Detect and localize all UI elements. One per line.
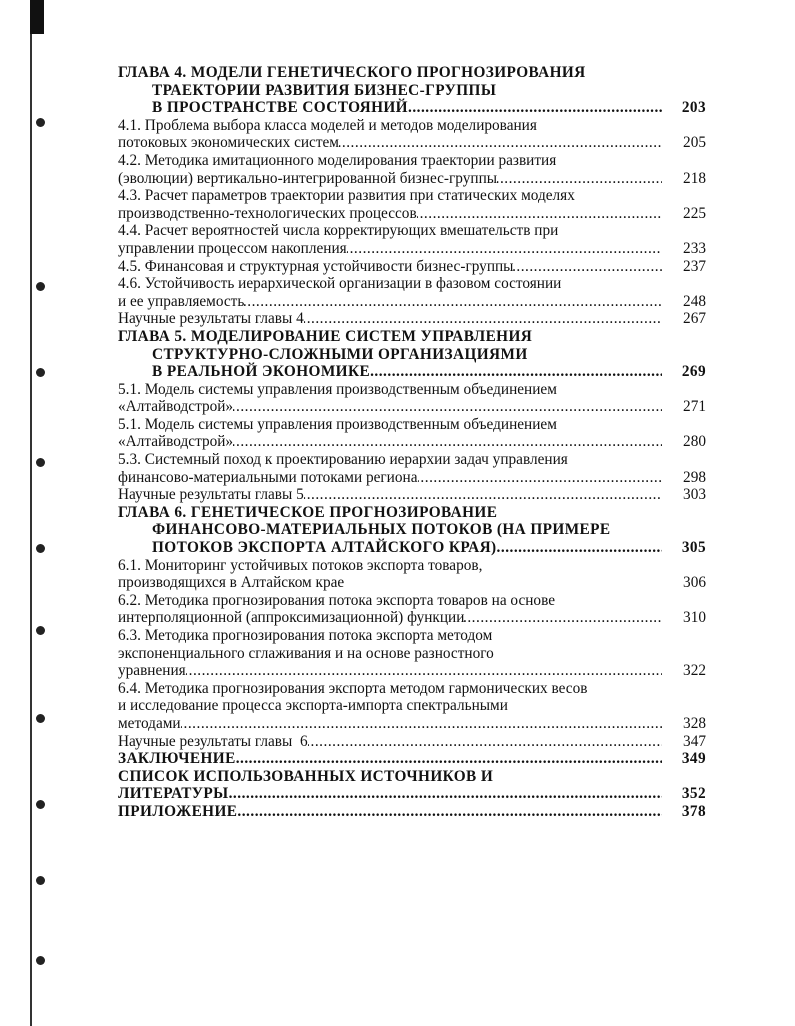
dot-leader	[233, 398, 662, 416]
dot-leader	[417, 205, 662, 223]
toc-entry-title	[118, 416, 662, 451]
toc-entry-text: ПОТОКОВ ЭКСПОРТА АЛТАЙСКОГО КРАЯ)	[152, 539, 497, 557]
toc-entry-title	[118, 768, 662, 803]
toc-entry-text: «Алтайводстрой»	[118, 433, 234, 451]
toc-entry-text: СТРУКТУРНО-СЛОЖНЫМИ ОРГАНИЗАЦИЯМИ	[152, 345, 528, 363]
punch-hole-icon	[36, 282, 45, 291]
toc-entry-text: уравнения	[118, 662, 186, 680]
dot-leader	[513, 258, 662, 276]
toc-entry-text: 4.4. Расчет вероятностей числа корректирующих вмешательств при	[118, 222, 559, 240]
toc-entry-text: Научные результаты главы 5	[118, 486, 304, 504]
toc-entry-text: Научные результаты главы 4	[118, 310, 304, 328]
dot-leader	[244, 293, 662, 311]
toc-page-number: 225	[683, 204, 706, 222]
toc-page-number: 269	[681, 363, 706, 381]
dot-leader	[229, 785, 662, 803]
toc-page-number: 271	[683, 398, 706, 416]
toc-entry-text: 6.2. Методика прогнозирования потока экспорта товаров на основе	[118, 591, 556, 609]
table-of-contents	[118, 64, 706, 821]
punch-hole-icon	[36, 714, 45, 723]
toc-entry-text: СПИСОК ИСПОЛЬЗОВАННЫХ ИСТОЧНИКОВ И	[118, 767, 494, 785]
toc-entry-text: производящихся в Алтайском крае	[118, 574, 345, 592]
dot-leader	[370, 363, 662, 381]
toc-entry-text: производственно-технологических процессов	[118, 204, 417, 222]
dot-leader	[304, 486, 662, 504]
toc-entry-text: 6.1. Мониторинг устойчивых потоков экспорта товаров,	[118, 556, 483, 574]
toc-entry-text: 5.1. Модель системы управления производственным объединением	[118, 415, 557, 433]
dot-leader	[464, 609, 662, 627]
toc-entry-text: и ее управляемость	[118, 292, 245, 310]
dot-leader	[418, 469, 663, 487]
dot-leader	[304, 310, 662, 328]
toc-page-number: 205	[683, 134, 706, 152]
toc-entry-text: ГЛАВА 5. МОДЕЛИРОВАНИЕ СИСТЕМ УПРАВЛЕНИЯ	[118, 327, 533, 345]
toc-page-number: 306	[683, 574, 706, 592]
toc-page-number: 203	[681, 99, 706, 117]
dot-leader	[233, 433, 662, 451]
punch-hole-icon	[36, 876, 45, 885]
punch-hole-icon	[36, 956, 45, 965]
toc-entry-text: методами	[118, 714, 181, 732]
toc-page-number: 280	[683, 433, 706, 451]
toc-section-entry	[118, 592, 706, 627]
toc-entry-text: ГЛАВА 4. МОДЕЛИ ГЕНЕТИЧЕСКОГО ПРОГНОЗИРОВАНИЯ	[118, 64, 586, 81]
page-edge-line	[30, 0, 32, 1026]
toc-entry-text: 4.3. Расчет параметров траектории развития при статических моделях	[118, 187, 575, 205]
toc-page-number: 248	[683, 292, 706, 310]
toc-entry-title	[118, 152, 662, 187]
dot-leader	[497, 539, 662, 557]
toc-section-entry	[118, 117, 706, 152]
toc-entry-title	[118, 803, 662, 821]
toc-chapter-entry	[118, 803, 706, 821]
toc-entry-text: управлении процессом накопления	[118, 239, 347, 257]
toc-entry-title	[118, 187, 662, 222]
toc-section-entry	[118, 557, 706, 592]
toc-page-number: 233	[683, 239, 706, 257]
toc-entry-text: 6.3. Методика прогнозирования потока экспорта методом	[118, 627, 493, 644]
toc-entry-title	[118, 117, 662, 152]
toc-page-number: 378	[681, 802, 706, 820]
toc-section-entry	[118, 486, 706, 504]
toc-page-number: 322	[683, 662, 706, 680]
toc-entry-text: Научные результаты главы 6	[118, 732, 308, 750]
punch-hole-icon	[36, 368, 45, 377]
dot-leader	[497, 170, 662, 188]
toc-page-number: 237	[683, 257, 706, 275]
toc-entry-text: ТРАЕКТОРИИ РАЗВИТИЯ БИЗНЕС-ГРУППЫ	[152, 81, 497, 99]
toc-entry-text: ГЛАВА 6. ГЕНЕТИЧЕСКОЕ ПРОГНОЗИРОВАНИЕ	[118, 503, 498, 521]
punch-hole-icon	[36, 544, 45, 553]
toc-entry-title	[118, 733, 662, 751]
punch-hole-icon	[36, 458, 45, 467]
toc-entry-title	[118, 680, 662, 733]
toc-entry-text: потоковых экономических систем	[118, 134, 339, 152]
toc-entry-text: В РЕАЛЬНОЙ ЭКОНОМИКЕ	[152, 363, 371, 381]
toc-section-entry	[118, 310, 706, 328]
punch-hole-icon	[36, 626, 45, 635]
toc-entry-title	[118, 750, 662, 768]
toc-entry-title	[118, 310, 662, 328]
toc-entry-text: 4.1. Проблема выбора класса моделей и методов моделирования	[118, 116, 537, 134]
toc-page-number: 310	[683, 609, 706, 627]
dot-leader	[408, 99, 662, 117]
toc-entry-title	[118, 275, 662, 310]
toc-entry-text: ЗАКЛЮЧЕНИЕ	[118, 750, 236, 768]
toc-section-entry	[118, 680, 706, 733]
toc-entry-text: экспоненциального сглаживания и на основе разностного	[118, 644, 494, 662]
dot-leader	[186, 662, 662, 680]
toc-section-entry	[118, 733, 706, 751]
toc-chapter-entry	[118, 64, 706, 117]
toc-entry-title	[118, 627, 662, 680]
toc-entry-text: 6.4. Методика прогнозирования экспорта методом гармонических весов	[118, 679, 588, 697]
dot-leader	[347, 240, 662, 258]
toc-page-number: 218	[683, 169, 706, 187]
toc-entry-title	[118, 557, 662, 592]
toc-section-entry	[118, 275, 706, 310]
toc-page-number: 267	[683, 310, 706, 328]
toc-entry-text: интерполяционной (аппроксимизационной) функции	[118, 609, 465, 627]
toc-entry-text: ФИНАНСОВО-МАТЕРИАЛЬНЫХ ПОТОКОВ (НА ПРИМЕРЕ	[152, 521, 611, 539]
toc-page-number: 305	[681, 539, 706, 557]
toc-section-entry	[118, 258, 706, 276]
dot-leader	[236, 750, 662, 768]
toc-chapter-entry	[118, 328, 706, 381]
punch-hole-icon	[36, 118, 45, 127]
toc-entry-title	[118, 328, 662, 381]
toc-entry-text: 4.6. Устойчивость иерархической организации в фазовом состоянии	[118, 275, 562, 293]
toc-entry-text: ЛИТЕРАТУРЫ	[118, 785, 229, 803]
toc-page-number: 328	[683, 714, 706, 732]
toc-chapter-entry	[118, 768, 706, 803]
toc-page-number: 352	[681, 785, 706, 803]
toc-section-entry	[118, 381, 706, 416]
toc-page-number: 303	[683, 486, 706, 504]
toc-section-entry	[118, 187, 706, 222]
toc-entry-text: В ПРОСТРАНСТВЕ СОСТОЯНИЙ	[152, 99, 408, 117]
toc-chapter-entry	[118, 750, 706, 768]
toc-page-number: 347	[683, 732, 706, 750]
toc-entry-title	[118, 64, 662, 117]
dot-leader	[308, 733, 662, 751]
toc-entry-title	[118, 258, 662, 276]
toc-page-number: 349	[681, 750, 706, 768]
toc-entry-title	[118, 451, 662, 486]
toc-entry-text: (эволюции) вертикально-интегрированной бизнес-группы	[118, 169, 498, 187]
toc-section-entry	[118, 627, 706, 680]
binding-corner-mark	[30, 0, 44, 34]
dot-leader	[339, 134, 662, 152]
punch-hole-icon	[36, 800, 45, 809]
toc-page-number: 298	[683, 468, 706, 486]
dot-leader	[181, 715, 662, 733]
toc-entry-text: 4.2. Методика имитационного моделирования траектории развития	[118, 151, 557, 169]
toc-section-entry	[118, 222, 706, 257]
toc-entry-text: 4.5. Финансовая и структурная устойчивости бизнес-группы	[118, 257, 514, 275]
dot-leader	[237, 803, 662, 821]
toc-entry-title	[118, 592, 662, 627]
toc-entry-text: «Алтайводстрой»	[118, 398, 234, 416]
toc-section-entry	[118, 152, 706, 187]
toc-section-entry	[118, 451, 706, 486]
toc-chapter-entry	[118, 504, 706, 557]
toc-entry-title	[118, 486, 662, 504]
toc-entry-text: 5.3. Системный поход к проектированию иерархии задач управления	[118, 451, 568, 469]
toc-entry-title	[118, 504, 662, 557]
toc-entry-title	[118, 222, 662, 257]
toc-entry-text: ПРИЛОЖЕНИЕ	[118, 802, 238, 820]
toc-entry-title	[118, 381, 662, 416]
toc-entry-text: 5.1. Модель системы управления производственным объединением	[118, 380, 557, 398]
toc-section-entry	[118, 416, 706, 451]
toc-entry-text: и исследование процесса экспорта-импорта спектральными	[118, 697, 508, 715]
toc-entry-text: финансово-материальными потоками региона	[118, 468, 418, 486]
